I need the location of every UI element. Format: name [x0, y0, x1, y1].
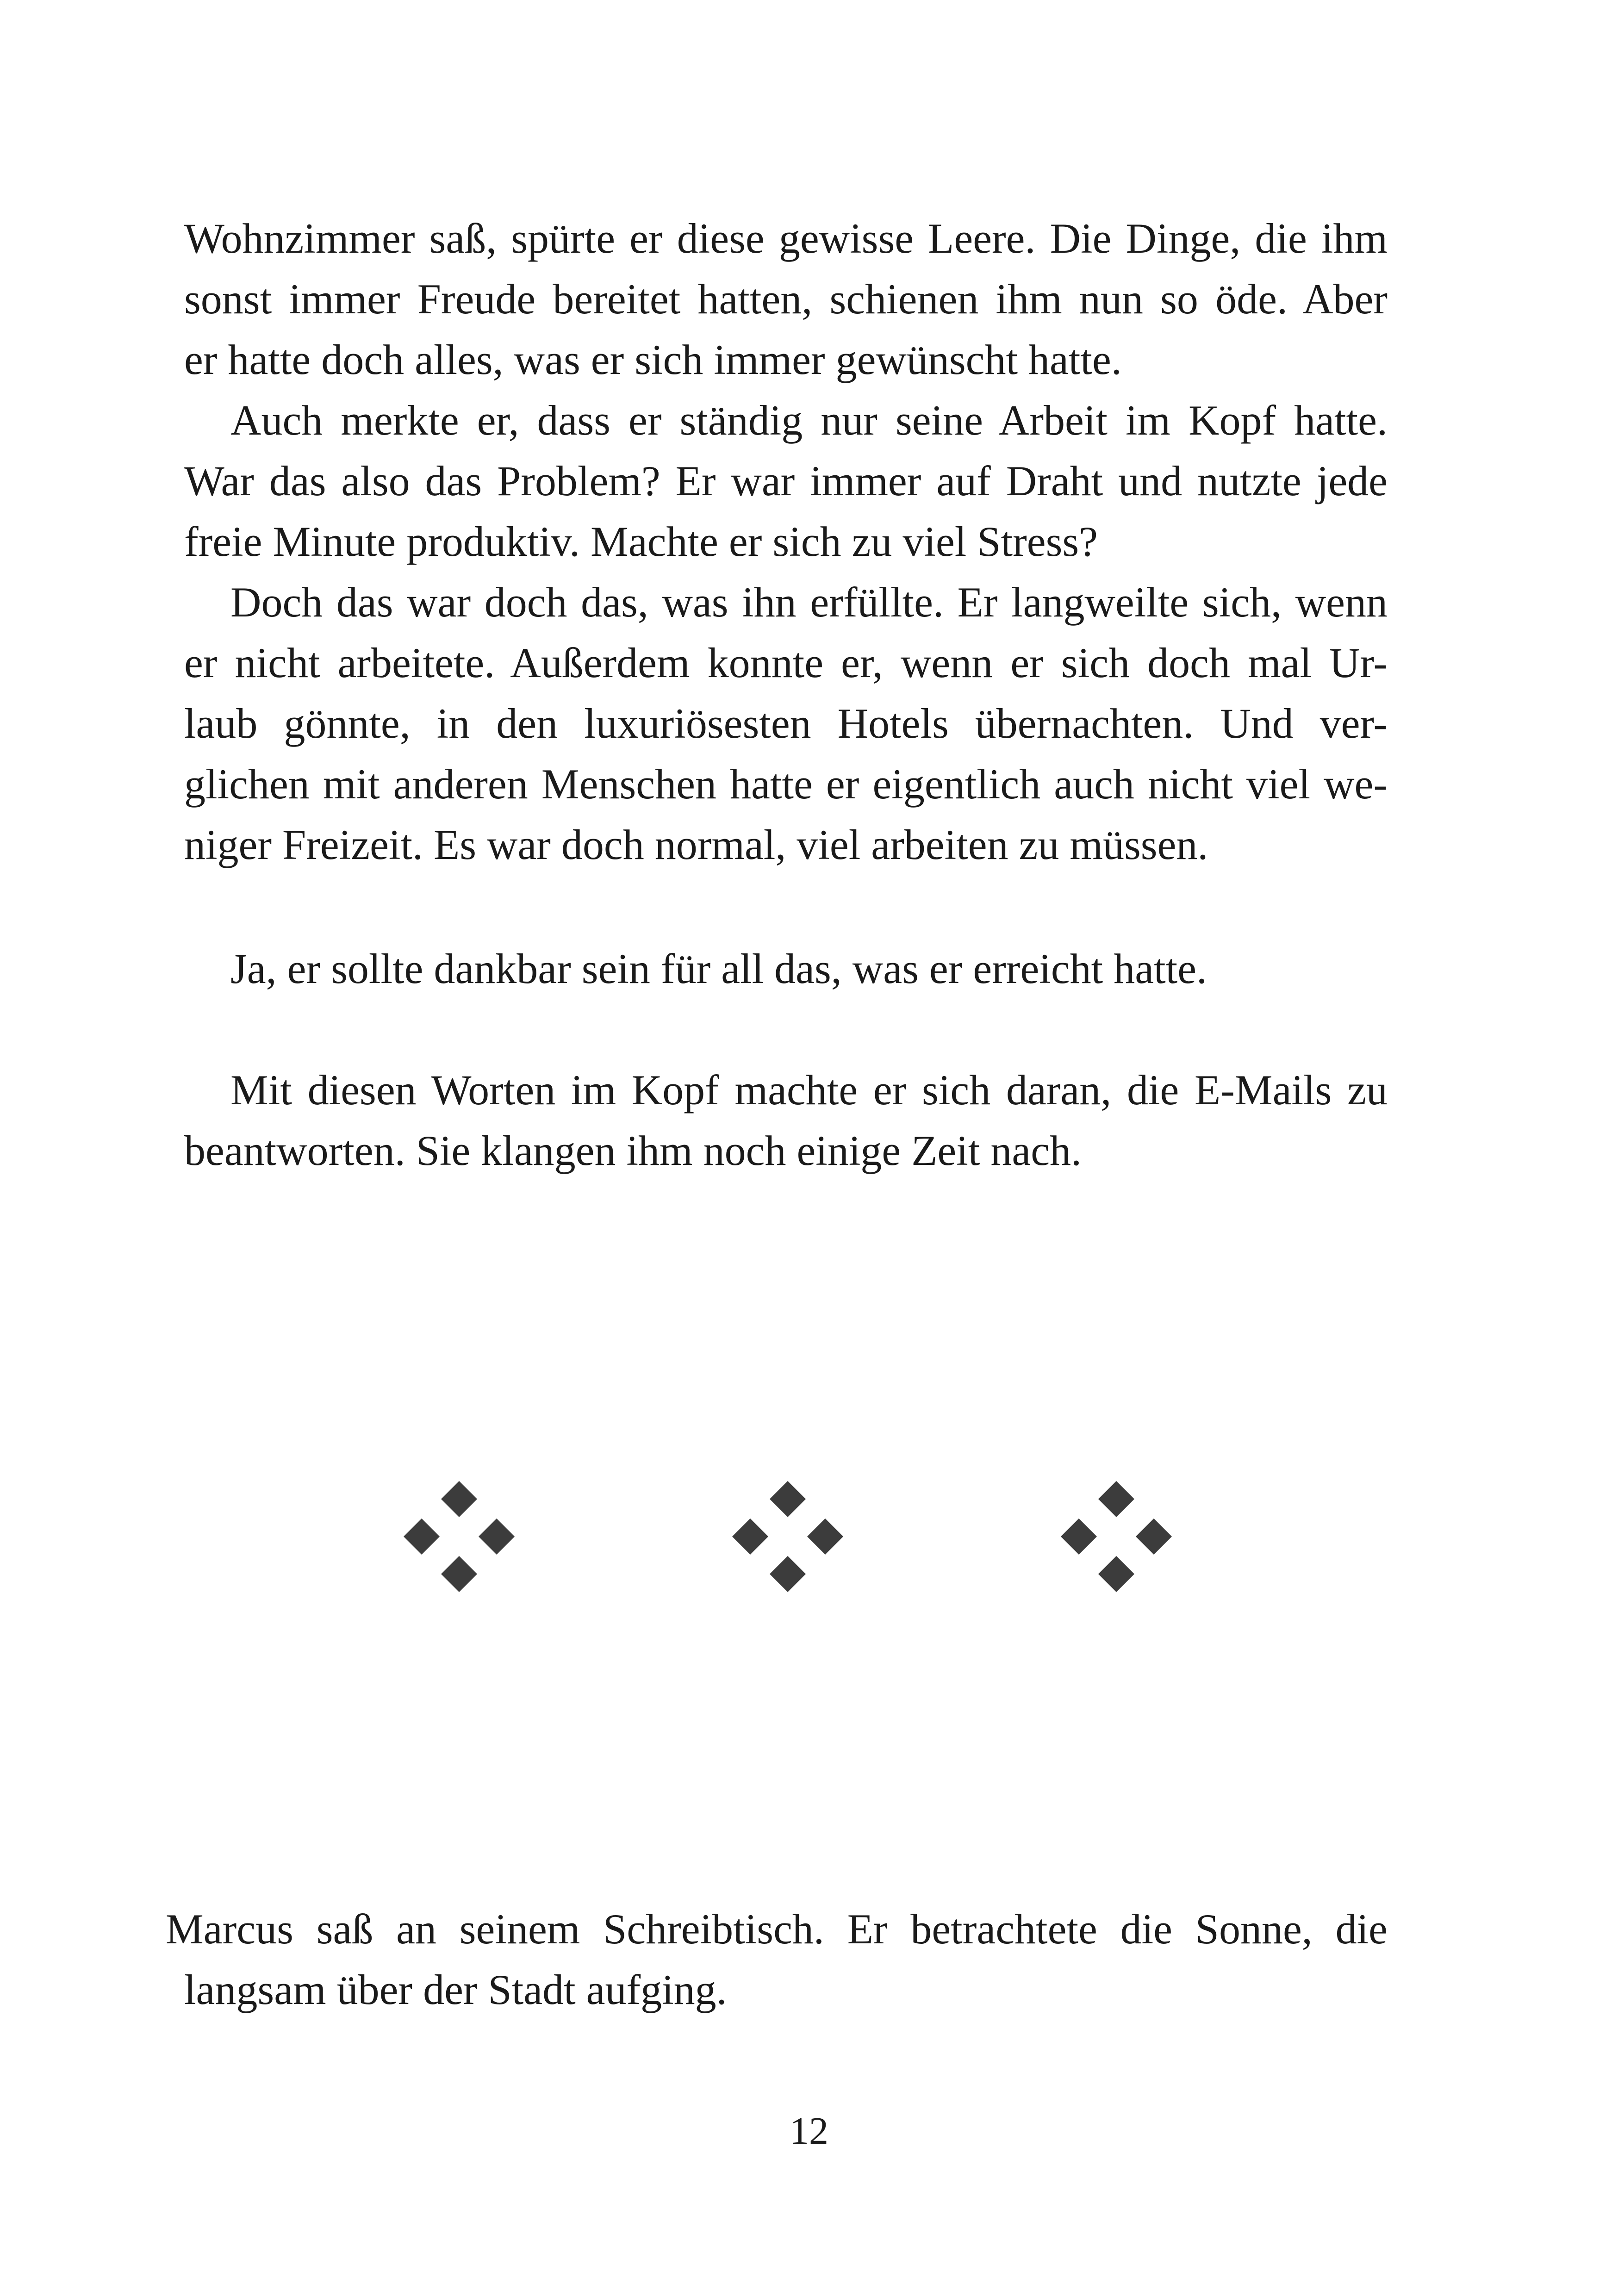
text-line: Mit diesen Worten im Kopf machte er sich daran, die E-Mails zu [230, 1066, 1388, 1114]
text-line: Doch das war doch das, was ihn erfüllte. Er langweilte sich, wenn [230, 579, 1388, 626]
four-diamond-ornament-icon [1056, 1476, 1176, 1597]
text-line: beantworten. Sie klangen ihm noch einige Zeit nach. [184, 1127, 1082, 1174]
text-line: Wohnzimmer saß, spürte er diese gewisse Leere. Die Dinge, die ihm [184, 215, 1388, 262]
text-line: laub gönnte, in den luxuriösesten Hotels übernachten. Und ver- [184, 700, 1388, 747]
text-line: sonst immer Freude bereitet hatten, schienen ihm nun so öde. Aber [184, 275, 1388, 323]
paragraph-fulfillment [184, 572, 1388, 875]
text-line: Ja, er sollte dankbar sein für all das, was er erreicht hatte. [230, 945, 1207, 992]
text-line: War das also das Problem? Er war immer auf Draht und nutzte jede [184, 457, 1388, 504]
text-line: glichen mit anderen Menschen hatte er eigentlich auch nicht viel we- [184, 760, 1388, 808]
paragraph-new-section [166, 1899, 1388, 2020]
paragraph-continuation [184, 208, 1388, 390]
text-line: er nicht arbeitete. Außerdem konnte er, wenn er sich doch mal Ur- [184, 639, 1388, 686]
text-line: Marcus saß an seinem Schreibtisch. Er betrachtete die Sonne, die [166, 1905, 1388, 1953]
paragraph-emails [184, 1060, 1388, 1181]
text-line: freie Minute produktiv. Machte er sich zu viel Stress? [184, 518, 1098, 565]
paragraph-gratitude [184, 939, 1388, 999]
four-diamond-ornament-icon [399, 1476, 519, 1597]
text-line: er hatte doch alles, was er sich immer gewünscht hatte. [184, 336, 1122, 383]
text-line: Auch merkte er, dass er ständig nur seine Arbeit im Kopf hatte. [230, 397, 1388, 444]
paragraph-work-thoughts [184, 390, 1388, 572]
text-line: langsam über der Stadt aufging. [184, 1966, 727, 2013]
page-number: 12 [790, 2109, 828, 2153]
text-line: niger Freizeit. Es war doch normal, viel arbeiten zu müssen. [184, 821, 1208, 868]
four-diamond-ornament-icon [728, 1476, 848, 1597]
section-break-ornaments [0, 1476, 1618, 1597]
